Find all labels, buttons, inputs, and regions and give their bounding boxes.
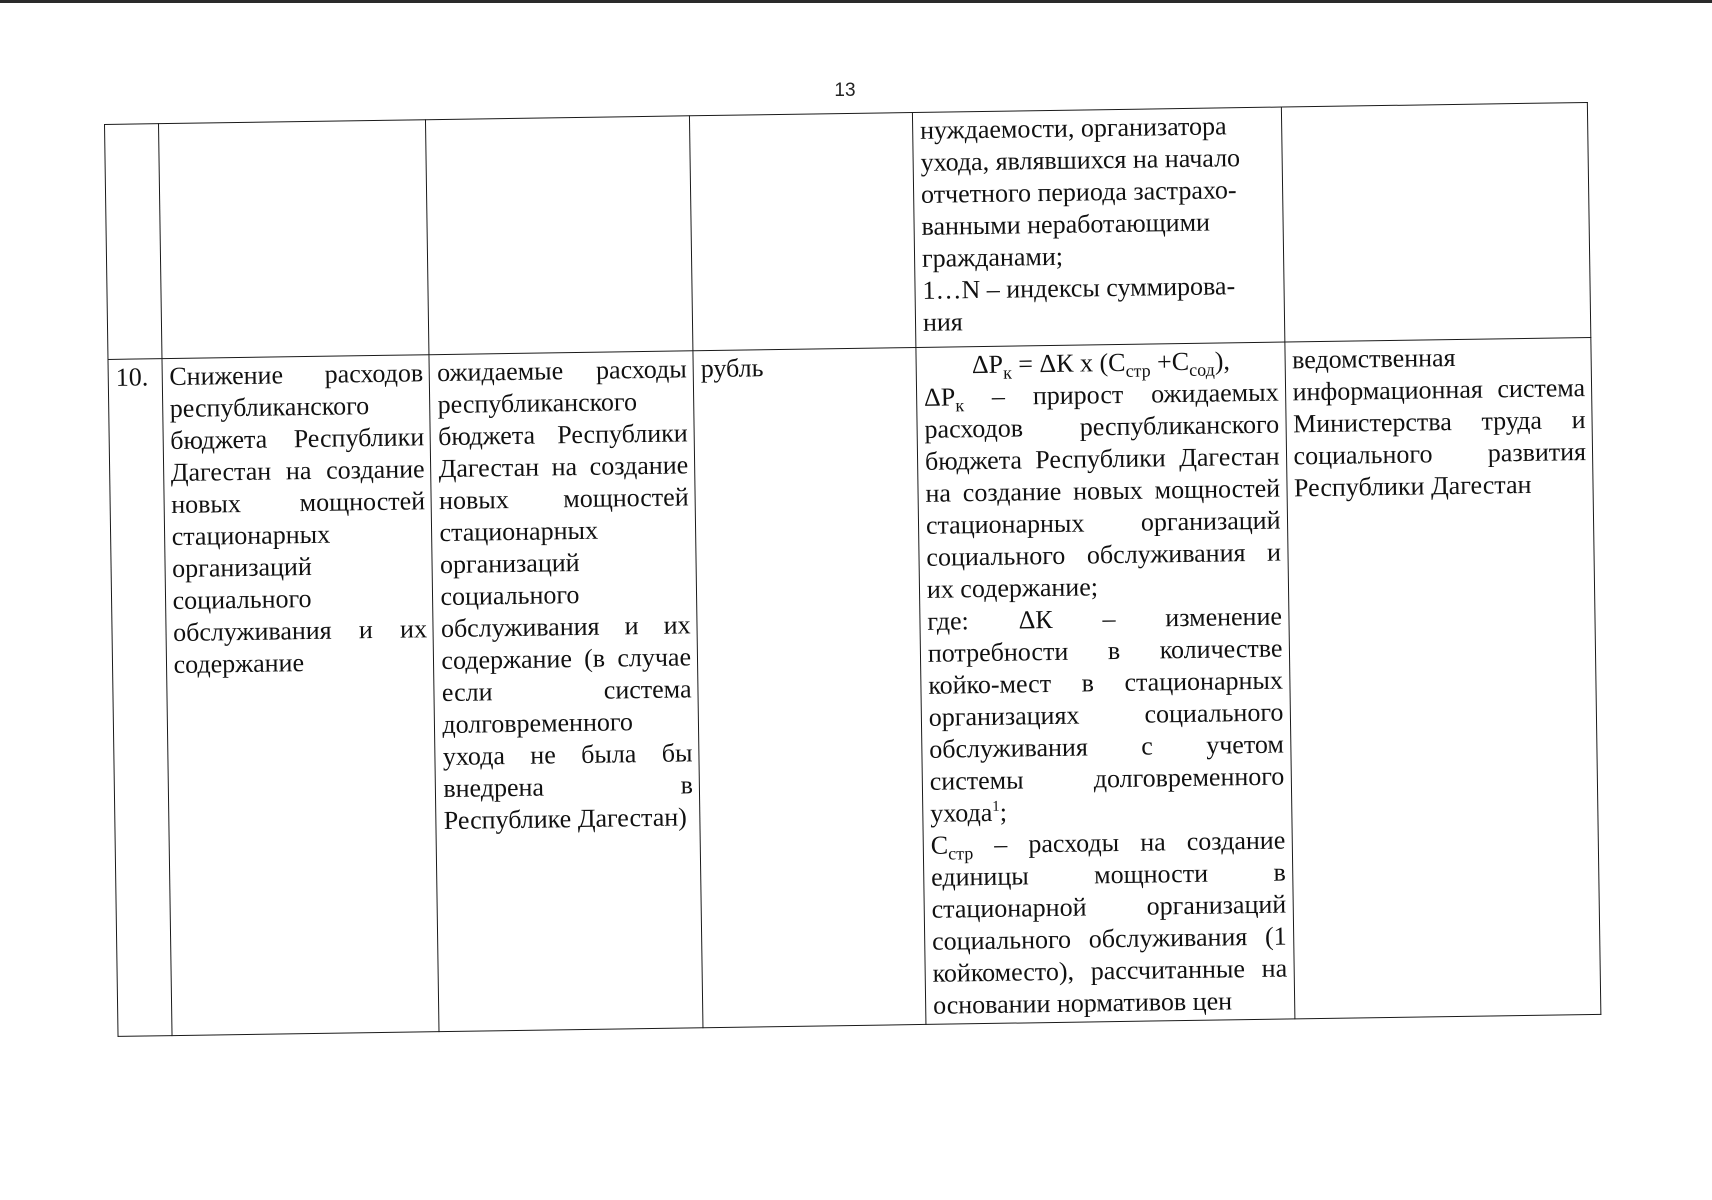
method-line: ухода, являвшихся на начало <box>920 143 1241 177</box>
indicators-table <box>104 102 1601 1037</box>
table-row-continuation <box>105 102 1591 359</box>
cell-source-empty <box>1281 102 1591 342</box>
method-paragraph-3: $С_{стр}$ – расходы на создание единицы мощности в стационарной организаций социального обслуживания (1 койкоместо), рассчитанные на основании нормативов цен <box>930 825 1288 1020</box>
cell-indicator-empty <box>158 120 429 359</box>
method-line: гражданами; <box>921 241 1064 273</box>
method-line: нуждаемости, организатора <box>919 111 1227 145</box>
method-line: ванными неработающими <box>921 207 1211 241</box>
method-paragraph-1: $\Delta Р_к$ – прирост ожидаемых расходов республиканского бюджета Республики Дагестан на создание новых мощностей стационарных организаций социального обслуживания и их содержание; <box>923 377 1282 604</box>
page-number: 13 <box>834 80 856 101</box>
cell-indicator-name: Снижение расходов республиканского бюджета Республики Дагестан на создание новых мощностей стационарных организаций социального обслуживания и их содержание <box>162 355 440 1036</box>
scan-edge <box>0 0 1712 3</box>
cell-method-continuation <box>912 107 1284 347</box>
cell-number-empty <box>105 124 162 360</box>
cell-calculation-method <box>916 342 1295 1024</box>
cell-data-source: ведомственная информационная система Министерства труда и социального развития Республики Дагестан <box>1284 337 1601 1018</box>
method-line: ния <box>922 307 963 337</box>
cell-row-number: 10. <box>108 359 172 1037</box>
table-row-10 <box>108 337 1601 1036</box>
cell-unit-empty <box>689 113 915 351</box>
formula: $\Delta Р_к = \Delta К$ х $(С_{стр} +С_{сод})$, <box>971 346 1231 383</box>
cell-indicator-definition: ожидаемые расходы республиканского бюджета Республики Дагестан на создание новых мощностей стационарных организаций социального обслуживания и их содержание (в случае если система долговременного ухода не была бы внедрена в Республике Дагестан) <box>429 351 703 1032</box>
indicators-table-wrapper <box>104 102 1601 1037</box>
method-line: отчетного периода застрахо- <box>920 175 1237 209</box>
cell-unit: рубль <box>693 347 926 1027</box>
cell-definition-empty <box>426 116 693 355</box>
method-paragraph-2: где: ΔК – изменение потребности в количестве койко-мест в стационарных организациях социального обслуживания с учетом системы долговременного ухода$^1$; <box>927 601 1285 828</box>
method-line: 1…N – индексы суммирова- <box>922 271 1236 305</box>
